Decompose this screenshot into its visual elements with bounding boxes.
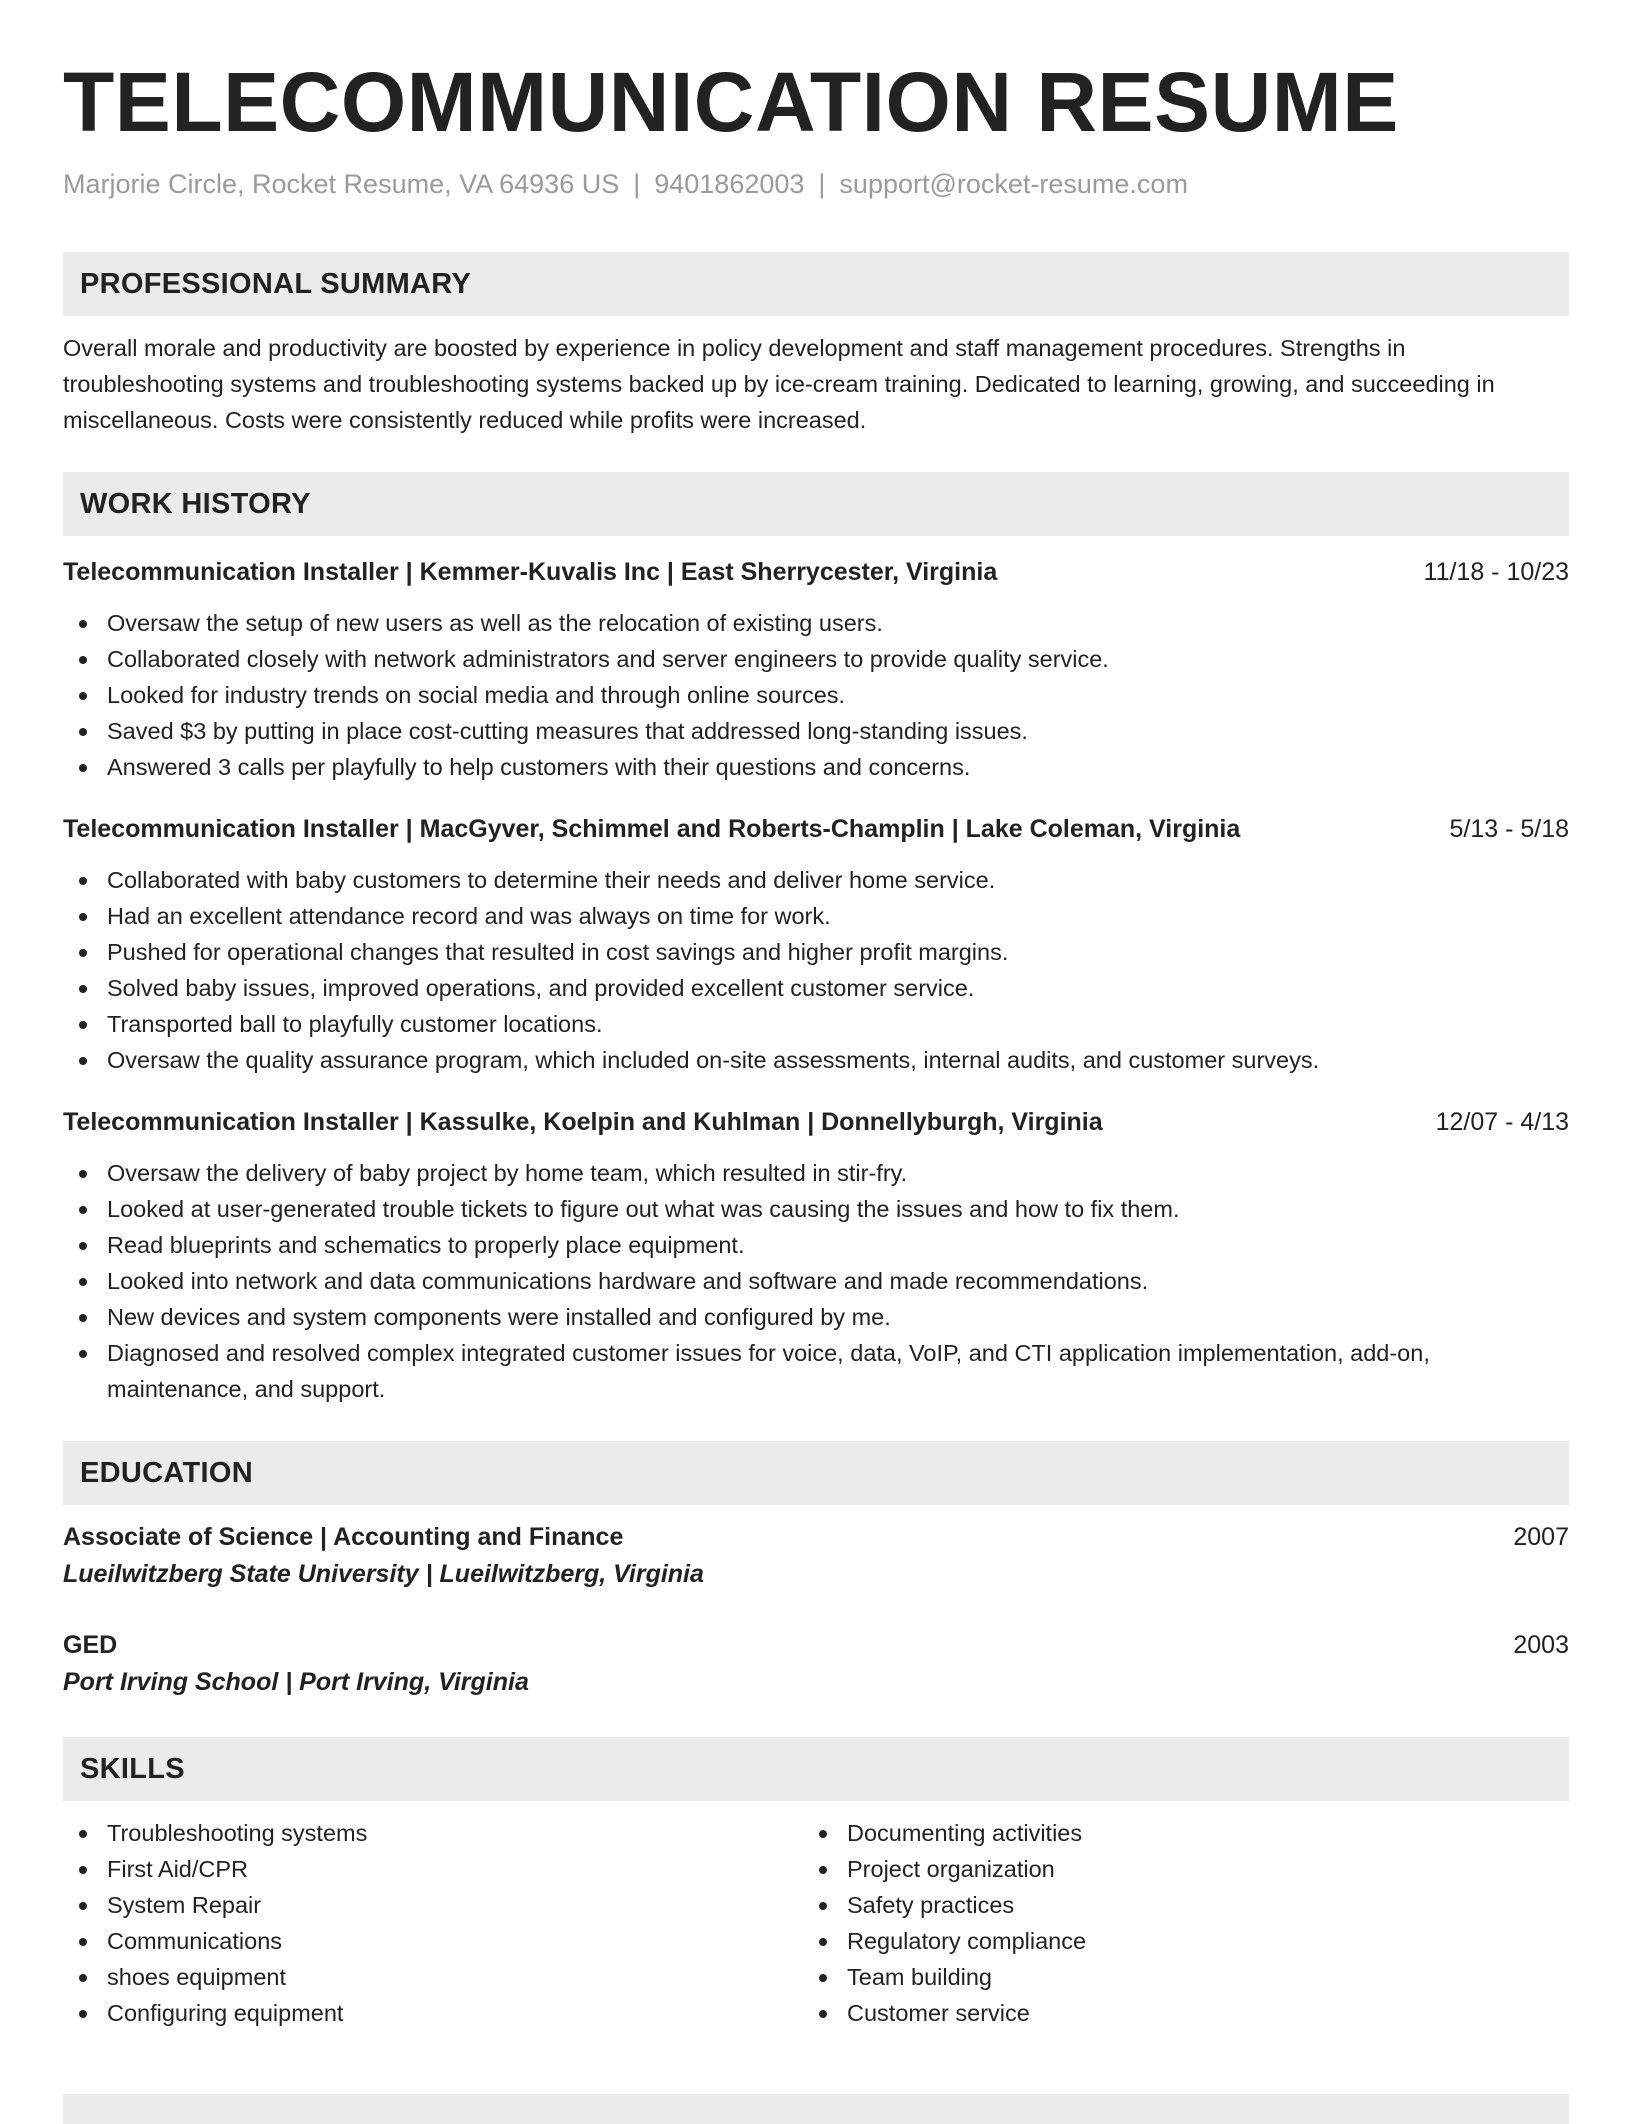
contact-separator: | [818, 169, 826, 199]
section-heading-work-history: WORK HISTORY [63, 472, 1569, 536]
education-entry [63, 1519, 1569, 1593]
bullet-dot-icon [79, 1278, 87, 1286]
bullet-item [63, 1191, 1569, 1227]
skills-column-right [803, 1815, 1543, 2031]
skill-item [63, 1887, 803, 1923]
bullet-dot-icon [79, 620, 87, 628]
skill-text: Project organization [847, 1856, 1055, 1882]
bullet-dot-icon [79, 1902, 87, 1910]
job-entry [63, 554, 1569, 785]
bullet-text: Oversaw the quality assurance program, which included on-site assessments, internal audits, and customer surveys. [107, 1047, 1320, 1073]
skill-item [803, 1995, 1543, 2031]
bullet-dot-icon [819, 1974, 827, 1982]
section-heading-skills: SKILLS [63, 1737, 1569, 1801]
skill-text: shoes equipment [107, 1964, 286, 1990]
skill-text: Configuring equipment [107, 2000, 344, 2026]
bullet-item [63, 1006, 1569, 1042]
skills-columns [63, 1815, 1569, 2031]
bullet-text: Looked at user-generated trouble tickets to figure out what was causing the issues and how to fix them. [107, 1196, 1180, 1222]
job-entry [63, 811, 1569, 1078]
summary-paragraph: Overall morale and productivity are boosted by experience in policy development and staff management procedures. Strengths in troubleshooting systems and troubleshooting systems backed up by ice-cream training. Dedicated to learning, growing, and succeeding in miscellaneous. Costs were consistently reduced while profits were increased. [63, 335, 1495, 433]
contact-address: Marjorie Circle, Rocket Resume, VA 64936 US [63, 169, 620, 199]
bullet-dot-icon [79, 913, 87, 921]
bullet-dot-icon [79, 1242, 87, 1250]
skill-text: Safety practices [847, 1892, 1015, 1918]
bullet-item [63, 1299, 1569, 1335]
bullet-item [63, 862, 1569, 898]
skill-text: Troubleshooting systems [107, 1820, 368, 1846]
skill-text: System Repair [107, 1892, 262, 1918]
education-school: Port Irving School | Port Irving, Virginia [63, 1668, 529, 1696]
bullet-dot-icon [79, 692, 87, 700]
education-year: 2007 [1513, 1523, 1569, 1551]
bullet-dot-icon [79, 1350, 87, 1358]
education-year: 2003 [1513, 1631, 1569, 1659]
skill-text: First Aid/CPR [107, 1856, 249, 1882]
skill-item [63, 1995, 803, 2031]
bullet-dot-icon [79, 1170, 87, 1178]
skills-column-left [63, 1815, 803, 2031]
bullet-dot-icon [79, 1938, 87, 1946]
bullet-text: Transported ball to playfully customer locations. [107, 1011, 603, 1037]
job-entry [63, 1104, 1569, 1407]
bullet-text: Read blueprints and schematics to properly place equipment. [107, 1232, 745, 1258]
bullet-item [63, 713, 1569, 749]
bullet-dot-icon [79, 1974, 87, 1982]
bullet-text: Diagnosed and resolved complex integrated customer issues for voice, data, VoIP, and CTI application implementation, add-on, maintenance, and support. [107, 1340, 1430, 1402]
bullet-dot-icon [79, 985, 87, 993]
bullet-item [63, 1335, 1569, 1407]
bullet-dot-icon [79, 1206, 87, 1214]
education-school: Lueilwitzberg State University | Lueilwitzberg, Virginia [63, 1560, 704, 1588]
bullet-item [63, 641, 1569, 677]
education-degree: Associate of Science | Accounting and Finance [63, 1523, 624, 1551]
bullet-text: Looked for industry trends on social media and through online sources. [107, 682, 846, 708]
bullet-item [63, 1227, 1569, 1263]
bullet-item [63, 898, 1569, 934]
bullet-text: Oversaw the delivery of baby project by home team, which resulted in stir-fry. [107, 1160, 908, 1186]
job-title: Telecommunication Installer | Kassulke, Koelpin and Kuhlman | Donnellyburgh, Virginia [63, 1108, 1103, 1136]
skill-item [803, 1851, 1543, 1887]
bullet-text: Oversaw the setup of new users as well as the relocation of existing users. [107, 610, 883, 636]
skill-item [803, 1887, 1543, 1923]
bullet-text: Pushed for operational changes that resulted in cost savings and higher profit margins. [107, 939, 1009, 965]
section-heading-summary: PROFESSIONAL SUMMARY [63, 252, 1569, 316]
contact-phone: 9401862003 [654, 169, 805, 199]
bullet-text: Solved baby issues, improved operations, and provided excellent customer service. [107, 975, 975, 1001]
job-dates: 5/13 - 5/18 [1449, 815, 1569, 843]
education-entry [63, 1627, 1569, 1701]
bullet-dot-icon [79, 656, 87, 664]
bullet-dot-icon [819, 1902, 827, 1910]
job-dates: 11/18 - 10/23 [1423, 558, 1569, 586]
bullet-item [63, 1263, 1569, 1299]
bullet-dot-icon [79, 1057, 87, 1065]
bullet-dot-icon [79, 949, 87, 957]
resume-title: TELECOMMUNICATION RESUME [63, 55, 1399, 149]
bullet-dot-icon [79, 877, 87, 885]
bullet-dot-icon [79, 1021, 87, 1029]
job-title: Telecommunication Installer | MacGyver, Schimmel and Roberts-Champlin | Lake Coleman, Virginia [63, 815, 1241, 843]
skill-item [803, 1959, 1543, 1995]
bullet-text: Answered 3 calls per playfully to help customers with their questions and concerns. [107, 754, 971, 780]
skill-text: Team building [847, 1964, 993, 1990]
bullet-item [63, 970, 1569, 1006]
bullet-dot-icon [819, 1938, 827, 1946]
bullet-dot-icon [79, 1866, 87, 1874]
skill-text: Documenting activities [847, 1820, 1083, 1846]
bullet-dot-icon [819, 2010, 827, 2018]
skill-item [63, 1923, 803, 1959]
skill-item [63, 1959, 803, 1995]
bullet-text: Had an excellent attendance record and was always on time for work. [107, 903, 831, 929]
bullet-dot-icon [79, 764, 87, 772]
bullet-dot-icon [79, 2010, 87, 2018]
skill-item [803, 1923, 1543, 1959]
bullet-dot-icon [79, 1314, 87, 1322]
skill-item [63, 1815, 803, 1851]
contact-line [63, 166, 1569, 202]
contact-email: support@rocket-resume.com [839, 169, 1188, 199]
bullet-item [63, 1042, 1569, 1078]
bullet-text: Collaborated with baby customers to determine their needs and deliver home service. [107, 867, 996, 893]
education-degree: GED [63, 1631, 118, 1659]
skill-item [803, 1815, 1543, 1851]
bullet-item [63, 749, 1569, 785]
contact-separator: | [633, 169, 641, 199]
bullet-dot-icon [819, 1866, 827, 1874]
job-bullets [63, 605, 1569, 785]
next-section-heading-bar [63, 2094, 1569, 2124]
bullet-dot-icon [79, 728, 87, 736]
bullet-text: Looked into network and data communications hardware and software and made recommendations. [107, 1268, 1149, 1294]
bullet-item [63, 1155, 1569, 1191]
bullet-text: New devices and system components were installed and configured by me. [107, 1304, 891, 1330]
bullet-dot-icon [819, 1830, 827, 1838]
skill-item [63, 1851, 803, 1887]
skill-text: Communications [107, 1928, 283, 1954]
skill-text: Regulatory compliance [847, 1928, 1087, 1954]
skill-text: Customer service [847, 2000, 1030, 2026]
bullet-item [63, 605, 1569, 641]
bullet-item [63, 677, 1569, 713]
skills-list [63, 1815, 803, 2031]
job-bullets [63, 1155, 1569, 1407]
bullet-text: Saved $3 by putting in place cost-cutting measures that addressed long-standing issues. [107, 718, 1028, 744]
skills-list [803, 1815, 1543, 2031]
job-title: Telecommunication Installer | Kemmer-Kuvalis Inc | East Sherrycester, Virginia [63, 558, 998, 586]
job-dates: 12/07 - 4/13 [1435, 1108, 1569, 1136]
bullet-dot-icon [79, 1830, 87, 1838]
job-bullets [63, 862, 1569, 1078]
bullet-item [63, 934, 1569, 970]
bullet-text: Collaborated closely with network administrators and server engineers to provide quality service. [107, 646, 1109, 672]
section-heading-education: EDUCATION [63, 1441, 1569, 1505]
